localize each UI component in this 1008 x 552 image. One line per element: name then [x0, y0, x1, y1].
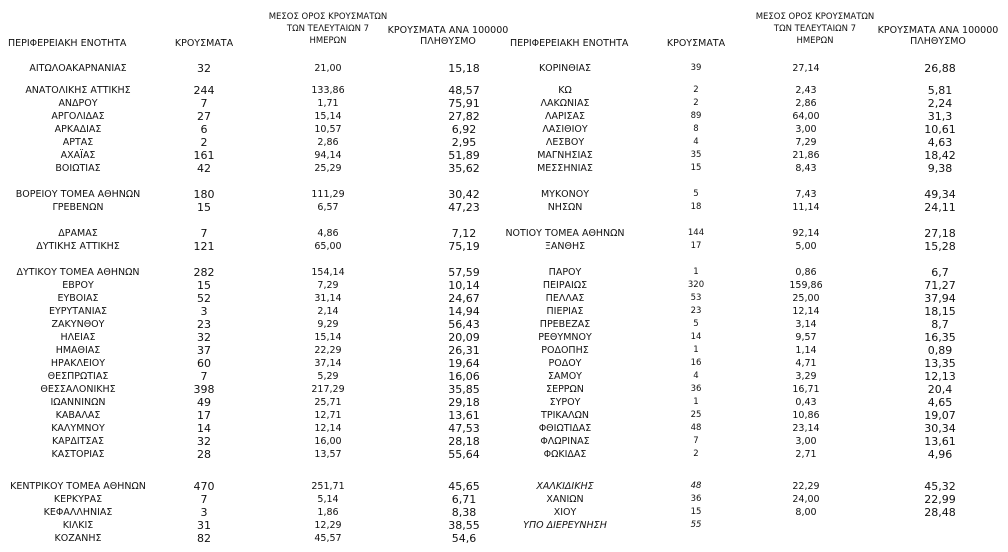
right-row-27-per100k: 45,32	[924, 480, 956, 493]
right-row-3-cases: 89	[690, 111, 702, 121]
right-row-8-cases: 5	[693, 189, 699, 199]
left-row-13-cases: 15	[197, 279, 211, 292]
left-row-27-avg7: 251,71	[311, 481, 345, 492]
right-row-2-cases: 2	[693, 98, 699, 108]
right-row-21-cases: 36	[690, 384, 702, 394]
right-row-29-cases: 15	[690, 507, 702, 517]
right-row-13-avg7: 159,86	[789, 280, 823, 291]
left-row-9-per100k: 47,23	[448, 201, 480, 214]
right-row-15-avg7: 12,14	[792, 306, 820, 317]
right-row-15-per100k: 18,15	[924, 305, 956, 318]
right-row-2-per100k: 2,24	[927, 97, 953, 110]
left-row-13-region: ΕΒΡΟΥ	[62, 280, 94, 291]
right-row-20-avg7: 3,29	[795, 371, 817, 382]
left-row-2-cases: 7	[200, 97, 208, 110]
right-header-avg7-line2: ΤΩΝ ΤΕΛΕΥΤΑΙΩΝ 7	[773, 24, 857, 34]
left-row-28-cases: 7	[200, 493, 208, 506]
right-row-12-region: ΠΑΡΟΥ	[548, 267, 582, 278]
right-row-23-region: ΤΡΙΚΑΛΩΝ	[541, 410, 589, 421]
right-row-27-region: ΧΑΛΚΙΔΙΚΗΣ	[536, 481, 594, 492]
right-row-25-cases: 7	[693, 436, 699, 446]
right-row-9-avg7: 11,14	[792, 202, 820, 213]
right-header-cases: ΚΡΟΥΣΜΑΤΑ	[666, 38, 726, 49]
left-row-14-region: ΕΥΒΟΙΑΣ	[57, 293, 99, 304]
left-row-15-cases: 3	[200, 305, 208, 318]
left-row-22-cases: 49	[197, 396, 211, 409]
right-row-12-avg7: 0,86	[795, 267, 817, 278]
left-row-15-avg7: 2,14	[317, 306, 339, 317]
right-row-16-region: ΠΡΕΒΕΖΑΣ	[539, 319, 591, 330]
left-row-12-region: ΔΥΤΙΚΟΥ ΤΟΜΕΑ ΑΘΗΝΩΝ	[16, 267, 140, 278]
right-row-21-per100k: 20,4	[927, 383, 953, 396]
left-row-31-per100k: 54,6	[451, 532, 477, 545]
right-row-11-per100k: 15,28	[924, 240, 956, 253]
left-row-8-per100k: 30,42	[448, 188, 480, 201]
left-row-20-per100k: 16,06	[448, 370, 480, 383]
right-row-25-region: ΦΛΩΡΙΝΑΣ	[540, 436, 590, 447]
left-row-25-region: ΚΑΡΔΙΤΣΑΣ	[51, 436, 105, 447]
right-row-6-per100k: 18,42	[924, 149, 956, 162]
left-row-12-cases: 282	[193, 266, 215, 279]
left-row-30-region: ΚΙΛΚΙΣ	[62, 520, 94, 531]
left-row-21-avg7: 217,29	[311, 384, 345, 395]
right-row-16-per100k: 8,7	[931, 318, 949, 331]
right-row-27-avg7: 22,29	[792, 481, 820, 492]
right-row-30-cases: 55	[690, 520, 702, 530]
right-row-11-avg7: 5,00	[795, 241, 817, 252]
left-row-11-cases: 121	[193, 240, 215, 253]
left-row-11-region: ΔΥΤΙΚΗΣ ΑΤΤΙΚΗΣ	[36, 241, 120, 252]
right-row-30-avg7	[756, 519, 856, 532]
left-row-10-avg7: 4,86	[317, 228, 339, 239]
right-row-0-avg7: 27,14	[792, 63, 820, 74]
right-row-24-avg7: 23,14	[792, 423, 820, 434]
right-row-26-avg7: 2,71	[795, 449, 817, 460]
left-row-5-avg7: 2,86	[317, 137, 339, 148]
left-row-0-region: ΑΙΤΩΛΟΑΚΑΡΝΑΝΙΑΣ	[29, 63, 127, 74]
left-row-31-cases: 82	[197, 532, 211, 545]
left-row-3-avg7: 15,14	[314, 111, 342, 122]
right-row-26-region: ΦΩΚΙΔΑΣ	[543, 449, 587, 460]
right-row-28-avg7: 24,00	[792, 494, 820, 505]
left-row-14-per100k: 24,67	[448, 292, 480, 305]
left-row-7-avg7: 25,29	[314, 163, 342, 174]
left-row-20-avg7: 5,29	[317, 371, 339, 382]
left-row-9-avg7: 6,57	[317, 202, 339, 213]
left-row-5-cases: 2	[200, 136, 208, 149]
right-row-29-per100k: 28,48	[924, 506, 956, 519]
left-row-4-per100k: 6,92	[451, 123, 477, 136]
left-row-13-avg7: 7,29	[317, 280, 339, 291]
right-row-23-cases: 25	[690, 410, 702, 420]
left-row-16-per100k: 56,43	[448, 318, 480, 331]
left-row-11-avg7: 65,00	[314, 241, 342, 252]
left-row-4-region: ΑΡΚΑΔΙΑΣ	[54, 124, 102, 135]
right-row-30-region: ΥΠΟ ΔΙΕΡΕΥΝΗΣΗ	[523, 520, 607, 531]
right-row-18-region: ΡΟΔΟΠΗΣ	[541, 345, 589, 356]
right-row-9-per100k: 24,11	[924, 201, 956, 214]
right-row-14-region: ΠΕΛΛΑΣ	[545, 293, 585, 304]
left-row-10-region: ΔΡΑΜΑΣ	[58, 228, 98, 239]
right-row-1-cases: 2	[693, 85, 699, 95]
right-row-12-cases: 1	[693, 267, 699, 277]
right-row-12-per100k: 6,7	[931, 266, 949, 279]
left-row-0-per100k: 15,18	[448, 62, 480, 75]
right-row-20-per100k: 12,13	[924, 370, 956, 383]
right-row-14-avg7: 25,00	[792, 293, 820, 304]
left-row-29-per100k: 8,38	[451, 506, 477, 519]
right-row-29-avg7: 8,00	[795, 507, 817, 518]
right-row-13-region: ΠΕΙΡΑΙΩΣ	[542, 280, 588, 291]
right-row-10-cases: 144	[687, 228, 705, 238]
left-header-per100k-line1: ΚΡΟΥΣΜΑΤΑ ΑΝΑ 100000	[387, 25, 509, 36]
left-row-20-cases: 7	[200, 370, 208, 383]
left-row-10-per100k: 7,12	[451, 227, 477, 240]
left-row-3-region: ΑΡΓΟΛΙΔΑΣ	[51, 111, 105, 122]
right-row-20-cases: 4	[693, 371, 699, 381]
right-header-region: ΠΕΡΙΦΕΡΕΙΑΚΗ ΕΝΟΤΗΤΑ	[510, 38, 629, 49]
left-row-29-avg7: 1,86	[317, 507, 339, 518]
right-header-avg7-line3: ΗΜΕΡΩΝ	[796, 36, 834, 46]
right-row-8-avg7: 7,43	[795, 189, 817, 200]
left-row-2-avg7: 1,71	[317, 98, 339, 109]
left-row-1-avg7: 133,86	[311, 85, 345, 96]
left-row-3-per100k: 27,82	[448, 110, 480, 123]
right-row-14-per100k: 37,94	[924, 292, 956, 305]
right-row-15-region: ΠΙΕΡΙΑΣ	[546, 306, 584, 317]
right-row-19-cases: 16	[690, 358, 702, 368]
right-row-1-region: ΚΩ	[558, 85, 572, 96]
left-row-26-region: ΚΑΣΤΟΡΙΑΣ	[51, 449, 105, 460]
right-row-7-per100k: 9,38	[927, 162, 953, 175]
right-row-7-cases: 15	[690, 163, 702, 173]
right-header-per100k	[872, 25, 1004, 47]
left-row-7-region: ΒΟΙΩΤΙΑΣ	[55, 163, 101, 174]
right-row-2-region: ΛΑΚΩΝΙΑΣ	[540, 98, 590, 109]
left-header-avg7-line3: ΗΜΕΡΩΝ	[309, 36, 347, 46]
right-row-4-avg7: 3,00	[795, 124, 817, 135]
right-row-28-region: ΧΑΝΙΩΝ	[546, 494, 584, 505]
left-row-27-region: ΚΕΝΤΡΙΚΟΥ ΤΟΜΕΑ ΑΘΗΝΩΝ	[10, 481, 146, 492]
left-header-avg7-line1: ΜΕΣΟΣ ΟΡΟΣ ΚΡΟΥΣΜΑΤΩΝ	[268, 12, 388, 22]
left-row-18-avg7: 22,29	[314, 345, 342, 356]
left-row-0-avg7: 21,00	[314, 63, 342, 74]
left-row-9-cases: 15	[197, 201, 211, 214]
left-row-26-cases: 28	[197, 448, 211, 461]
left-row-2-per100k: 75,91	[448, 97, 480, 110]
right-row-21-region: ΣΕΡΡΩΝ	[546, 384, 584, 395]
left-row-18-per100k: 26,31	[448, 344, 480, 357]
right-row-9-cases: 18	[690, 202, 702, 212]
right-row-22-avg7: 0,43	[795, 397, 817, 408]
left-row-26-per100k: 55,64	[448, 448, 480, 461]
right-header-per100k-line1: ΚΡΟΥΣΜΑΤΑ ΑΝΑ 100000	[877, 25, 999, 36]
right-row-15-cases: 23	[690, 306, 702, 316]
left-header-per100k	[384, 25, 512, 47]
right-row-24-region: ΦΘΙΩΤΙΔΑΣ	[538, 423, 592, 434]
right-header-per100k-line2: ΠΛΗΘΥΣΜΟ	[910, 36, 966, 47]
right-row-29-region: ΧΙΟΥ	[553, 507, 577, 518]
right-row-25-per100k: 13,61	[924, 435, 956, 448]
right-row-27-cases: 48	[690, 481, 702, 491]
right-row-5-region: ΛΕΣΒΟΥ	[545, 137, 585, 148]
left-row-8-region: ΒΟΡΕΙΟΥ ΤΟΜΕΑ ΑΘΗΝΩΝ	[15, 189, 141, 200]
left-header-avg7-line2: ΤΩΝ ΤΕΛΕΥΤΑΙΩΝ 7	[286, 24, 370, 34]
right-row-20-region: ΣΑΜΟΥ	[548, 371, 582, 382]
left-row-12-avg7: 154,14	[311, 267, 345, 278]
right-row-0-cases: 39	[690, 63, 702, 73]
left-row-28-region: ΚΕΡΚΥΡΑΣ	[53, 494, 103, 505]
left-row-21-cases: 398	[193, 383, 215, 396]
right-row-3-per100k: 31,3	[927, 110, 953, 123]
right-row-17-per100k: 16,35	[924, 331, 956, 344]
right-row-1-per100k: 5,81	[927, 84, 953, 97]
left-row-31-avg7: 45,57	[314, 533, 342, 544]
right-row-26-per100k: 4,96	[927, 448, 953, 461]
left-row-3-cases: 27	[197, 110, 211, 123]
right-row-11-cases: 17	[690, 241, 702, 251]
right-row-26-cases: 2	[693, 449, 699, 459]
right-row-5-avg7: 7,29	[795, 137, 817, 148]
left-row-5-per100k: 2,95	[451, 136, 477, 149]
left-header-cases: ΚΡΟΥΣΜΑΤΑ	[174, 38, 234, 49]
right-row-23-avg7: 10,86	[792, 410, 820, 421]
left-row-0-cases: 32	[197, 62, 211, 75]
right-row-24-per100k: 30,34	[924, 422, 956, 435]
right-row-22-region: ΣΥΡΟΥ	[549, 397, 581, 408]
right-row-3-region: ΛΑΡΙΣΑΣ	[544, 111, 586, 122]
left-row-1-cases: 244	[193, 84, 215, 97]
left-row-27-cases: 470	[193, 480, 215, 493]
left-row-23-avg7: 12,71	[314, 410, 342, 421]
right-row-5-per100k: 4,63	[927, 136, 953, 149]
right-row-13-cases: 320	[687, 280, 705, 290]
left-row-27-per100k: 45,65	[448, 480, 480, 493]
right-row-28-per100k: 22,99	[924, 493, 956, 506]
left-row-7-cases: 42	[197, 162, 211, 175]
left-row-6-region: ΑΧΑΪΑΣ	[60, 150, 96, 161]
right-row-2-avg7: 2,86	[795, 98, 817, 109]
left-row-9-region: ΓΡΕΒΕΝΩΝ	[52, 202, 104, 213]
left-row-24-avg7: 12,14	[314, 423, 342, 434]
left-row-22-avg7: 25,71	[314, 397, 342, 408]
left-row-15-per100k: 14,94	[448, 305, 480, 318]
left-row-23-region: ΚΑΒΑΛΑΣ	[55, 410, 101, 421]
left-row-14-avg7: 31,14	[314, 293, 342, 304]
right-row-22-cases: 1	[693, 397, 699, 407]
left-row-30-per100k: 38,55	[448, 519, 480, 532]
left-row-24-per100k: 47,53	[448, 422, 480, 435]
left-row-19-avg7: 37,14	[314, 358, 342, 369]
right-row-19-avg7: 4,71	[795, 358, 817, 369]
right-row-4-region: ΛΑΣΙΘΙΟΥ	[542, 124, 588, 135]
right-row-1-avg7: 2,43	[795, 85, 817, 96]
left-row-17-cases: 32	[197, 331, 211, 344]
left-row-13-per100k: 10,14	[448, 279, 480, 292]
left-row-17-region: ΗΛΕΙΑΣ	[60, 332, 96, 343]
left-row-25-cases: 32	[197, 435, 211, 448]
left-row-15-region: ΕΥΡΥΤΑΝΙΑΣ	[48, 306, 108, 317]
right-row-4-per100k: 10,61	[924, 123, 956, 136]
right-row-9-region: ΝΗΣΩΝ	[547, 202, 583, 213]
right-row-25-avg7: 3,00	[795, 436, 817, 447]
right-row-17-region: ΡΕΘΥΜΝΟΥ	[538, 332, 592, 343]
left-row-26-avg7: 13,57	[314, 449, 342, 460]
right-row-18-per100k: 0,89	[927, 344, 953, 357]
right-row-28-cases: 36	[690, 494, 702, 504]
right-row-5-cases: 4	[693, 137, 699, 147]
left-row-4-avg7: 10,57	[314, 124, 342, 135]
left-row-17-per100k: 20,09	[448, 331, 480, 344]
right-row-30-per100k	[890, 519, 990, 532]
left-row-2-region: ΑΝΔΡΟΥ	[58, 98, 98, 109]
left-row-30-avg7: 12,29	[314, 520, 342, 531]
right-row-19-per100k: 13,35	[924, 357, 956, 370]
left-row-18-cases: 37	[197, 344, 211, 357]
right-row-7-region: ΜΕΣΣΗΝΙΑΣ	[537, 163, 593, 174]
left-row-1-region: ΑΝΑΤΟΛΙΚΗΣ ΑΤΤΙΚΗΣ	[25, 85, 131, 96]
left-row-16-avg7: 9,29	[317, 319, 339, 330]
left-row-8-avg7: 111,29	[311, 189, 345, 200]
left-row-28-avg7: 5,14	[317, 494, 339, 505]
right-row-0-region: ΚΟΡΙΝΘΙΑΣ	[538, 63, 592, 74]
left-row-6-avg7: 94,14	[314, 150, 342, 161]
left-row-25-per100k: 28,18	[448, 435, 480, 448]
left-row-28-per100k: 6,71	[451, 493, 477, 506]
left-row-16-cases: 23	[197, 318, 211, 331]
left-header-region: ΠΕΡΙΦΕΡΕΙΑΚΗ ΕΝΟΤΗΤΑ	[8, 38, 127, 49]
right-row-18-cases: 1	[693, 345, 699, 355]
left-row-29-cases: 3	[200, 506, 208, 519]
left-row-19-region: ΗΡΑΚΛΕΙΟΥ	[50, 358, 106, 369]
right-row-10-region: ΝΟΤΙΟΥ ΤΟΜΕΑ ΑΘΗΝΩΝ	[505, 228, 625, 239]
left-row-19-per100k: 19,64	[448, 357, 480, 370]
right-row-6-region: ΜΑΓΝΗΣΙΑΣ	[537, 150, 593, 161]
left-row-31-region: ΚΟΖΑΝΗΣ	[54, 533, 102, 544]
right-row-17-avg7: 9,57	[795, 332, 817, 343]
right-row-8-region: ΜΥΚΟΝΟΥ	[540, 189, 590, 200]
left-row-21-region: ΘΕΣΣΑΛΟΝΙΚΗΣ	[40, 384, 116, 395]
right-header-avg7	[740, 11, 890, 47]
left-row-24-region: ΚΑΛΥΜΝΟΥ	[51, 423, 105, 434]
right-row-18-avg7: 1,14	[795, 345, 817, 356]
left-row-6-per100k: 51,89	[448, 149, 480, 162]
right-row-6-avg7: 21,86	[792, 150, 820, 161]
right-row-16-avg7: 3,14	[795, 319, 817, 330]
right-row-22-per100k: 4,65	[927, 396, 953, 409]
right-row-10-per100k: 27,18	[924, 227, 956, 240]
left-row-24-cases: 14	[197, 422, 211, 435]
right-row-10-avg7: 92,14	[792, 228, 820, 239]
left-row-30-cases: 31	[197, 519, 211, 532]
left-row-12-per100k: 57,59	[448, 266, 480, 279]
right-row-23-per100k: 19,07	[924, 409, 956, 422]
right-row-24-cases: 48	[690, 423, 702, 433]
left-header-per100k-line2: ΠΛΗΘΥΣΜΟ	[420, 36, 476, 47]
left-row-8-cases: 180	[193, 188, 215, 201]
right-row-16-cases: 5	[693, 319, 699, 329]
right-row-13-per100k: 71,27	[924, 279, 956, 292]
left-row-22-region: ΙΩΑΝΝΙΝΩΝ	[50, 397, 106, 408]
right-header-avg7-line1: ΜΕΣΟΣ ΟΡΟΣ ΚΡΟΥΣΜΑΤΩΝ	[755, 12, 875, 22]
right-row-21-avg7: 16,71	[792, 384, 820, 395]
left-row-5-region: ΑΡΤΑΣ	[62, 137, 94, 148]
right-row-8-per100k: 49,34	[924, 188, 956, 201]
left-row-11-per100k: 75,19	[448, 240, 480, 253]
right-row-4-cases: 8	[693, 124, 699, 134]
right-row-0-per100k: 26,88	[924, 62, 956, 75]
left-row-23-per100k: 13,61	[448, 409, 480, 422]
left-row-4-cases: 6	[200, 123, 208, 136]
left-row-6-cases: 161	[193, 149, 215, 162]
left-row-18-region: ΗΜΑΘΙΑΣ	[55, 345, 101, 356]
left-row-21-per100k: 35,85	[448, 383, 480, 396]
left-row-22-per100k: 29,18	[448, 396, 480, 409]
left-row-25-avg7: 16,00	[314, 436, 342, 447]
right-row-3-avg7: 64,00	[792, 111, 820, 122]
left-row-20-region: ΘΕΣΠΡΩΤΙΑΣ	[47, 371, 109, 382]
right-row-17-cases: 14	[690, 332, 702, 342]
left-row-23-cases: 17	[197, 409, 211, 422]
left-row-7-per100k: 35,62	[448, 162, 480, 175]
right-row-6-cases: 35	[690, 150, 702, 160]
left-row-1-per100k: 48,57	[448, 84, 480, 97]
right-row-11-region: ΞΑΝΘΗΣ	[544, 241, 586, 252]
left-row-16-region: ΖΑΚΥΝΘΟΥ	[51, 319, 105, 330]
right-row-7-avg7: 8,43	[795, 163, 817, 174]
right-row-14-cases: 53	[690, 293, 702, 303]
left-row-29-region: ΚΕΦΑΛΛΗΝΙΑΣ	[43, 507, 113, 518]
right-row-19-region: ΡΟΔΟΥ	[548, 358, 582, 369]
left-row-19-cases: 60	[197, 357, 211, 370]
left-row-10-cases: 7	[200, 227, 208, 240]
left-row-14-cases: 52	[197, 292, 211, 305]
left-row-17-avg7: 15,14	[314, 332, 342, 343]
